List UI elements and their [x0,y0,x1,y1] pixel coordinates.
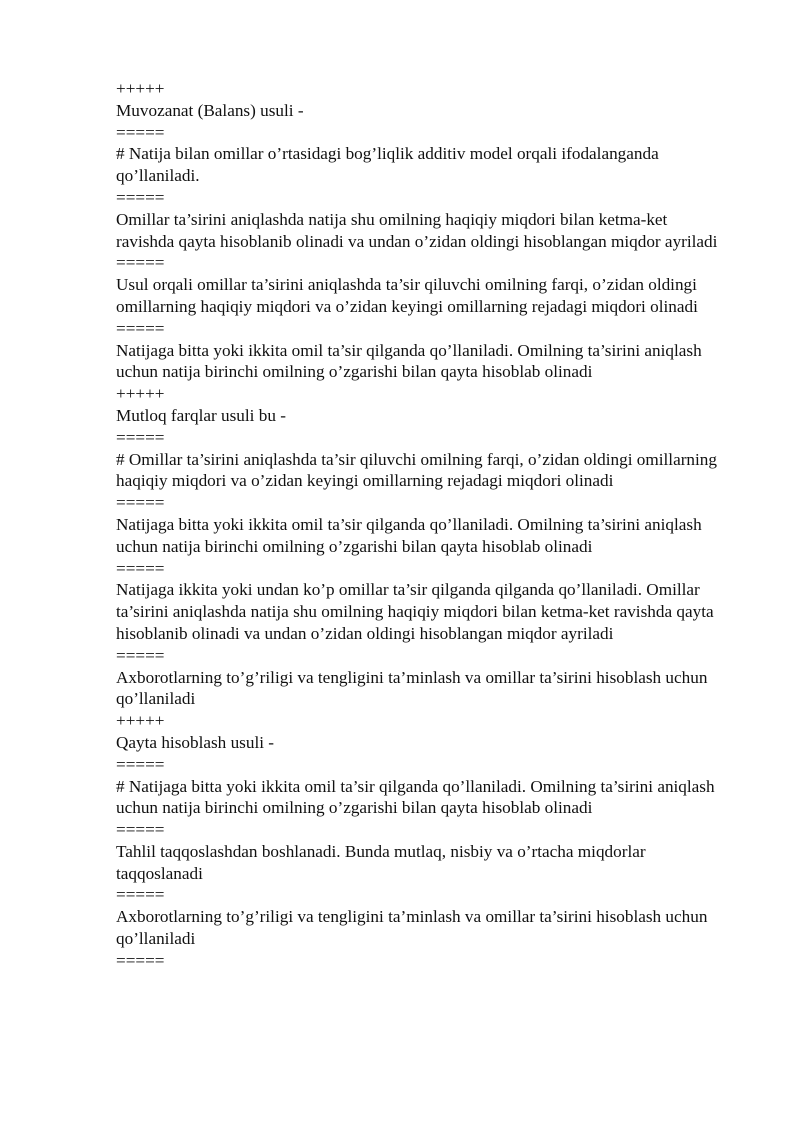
answer-option-text: Omillar ta’sirini aniqlashda natija shu omilning haqiqiy miqdori bilan ketma-ket ravishda qayta hisoblanib olinadi va undan o’zidan oldingi hisoblangan miqdor ayriladi [116,209,718,251]
answer-option-text: Natijaga ikkita yoki undan ko’p omillar ta’sir qilganda qilganda qo’llaniladi. Omillar ta’sirini aniqlashda natija shu omilning haqiqiy miqdori bilan ketma-ket ravishda qayta hisoblanib olinadi va undan o’zidan oldingi hisoblangan miqdor ayriladi [116,580,714,643]
question-text: Muvozanat (Balans) usuli - [116,100,304,120]
answer-option-text: Usul orqali omillar ta’sirini aniqlashda ta’sir qiluvchi omilning farqi, o’zidan oldingi omillarning haqiqiy miqdori va o’zidan keyingi omillarning rejadagi miqdori olinadi [116,275,698,316]
separator-equals: ===== [116,253,165,273]
separator-equals: ===== [116,122,165,142]
answer-option-text: Natijaga bitta yoki ikkita omil ta’sir qilganda qo’llaniladi. Omilning ta’sirini aniqlash uchun natija birinchi omilning o’zgarishi bilan qayta hisoblab olinadi [116,340,702,382]
separator-equals: ===== [116,427,165,447]
correct-answer-text: # Natijaga bitta yoki ikkita omil ta’sir qilganda qo’llaniladi. Omilning ta’sirini aniqlash uchun natija birinchi omilning o’zgarishi bilan qayta hisoblab olinadi [116,776,715,818]
separator-equals: ===== [116,558,165,578]
separator-plus: +++++ [116,384,165,404]
question-text: Mutloq farqlar usuli bu - [116,405,286,425]
separator-equals: ===== [116,754,165,774]
separator-plus: +++++ [116,79,165,98]
answer-option-text: Axborotlarning to’g’riligi va tengligini ta’minlash va omillar ta’sirini hisoblash uchun qo’llaniladi [116,667,708,709]
separator-equals: ===== [116,493,165,513]
separator-equals: ===== [116,950,165,970]
answer-option-text: Axborotlarning to’g’riligi va tengligini ta’minlash va omillar ta’sirini hisoblash uchun qo’llaniladi [116,907,708,949]
correct-answer-text: # Omillar ta’sirini aniqlashda ta’sir qiluvchi omilning farqi, o’zidan oldingi omillarning haqiqiy miqdori va o’zidan keyingi omillarning rejadagi miqdori olinadi [116,449,717,491]
document-page [116,78,726,972]
correct-answer-text: # Natija bilan omillar o’rtasidagi bog’liqlik additiv model orqali ifodalanganda qo’llaniladi. [116,144,659,186]
separator-equals: ===== [116,645,165,665]
separator-equals: ===== [116,187,165,207]
separator-equals: ===== [116,820,165,840]
answer-option-text: Natijaga bitta yoki ikkita omil ta’sir qilganda qo’llaniladi. Omilning ta’sirini aniqlash uchun natija birinchi omilning o’zgarishi bilan qayta hisoblab olinadi [116,514,702,556]
separator-equals: ===== [116,318,165,338]
question-text: Qayta hisoblash usuli - [116,732,275,752]
answer-option-text: Tahlil taqqoslashdan boshlanadi. Bunda mutlaq, nisbiy va o’rtacha miqdorlar taqqoslanadi [116,841,646,883]
separator-plus: +++++ [116,711,165,731]
separator-equals: ===== [116,885,165,905]
